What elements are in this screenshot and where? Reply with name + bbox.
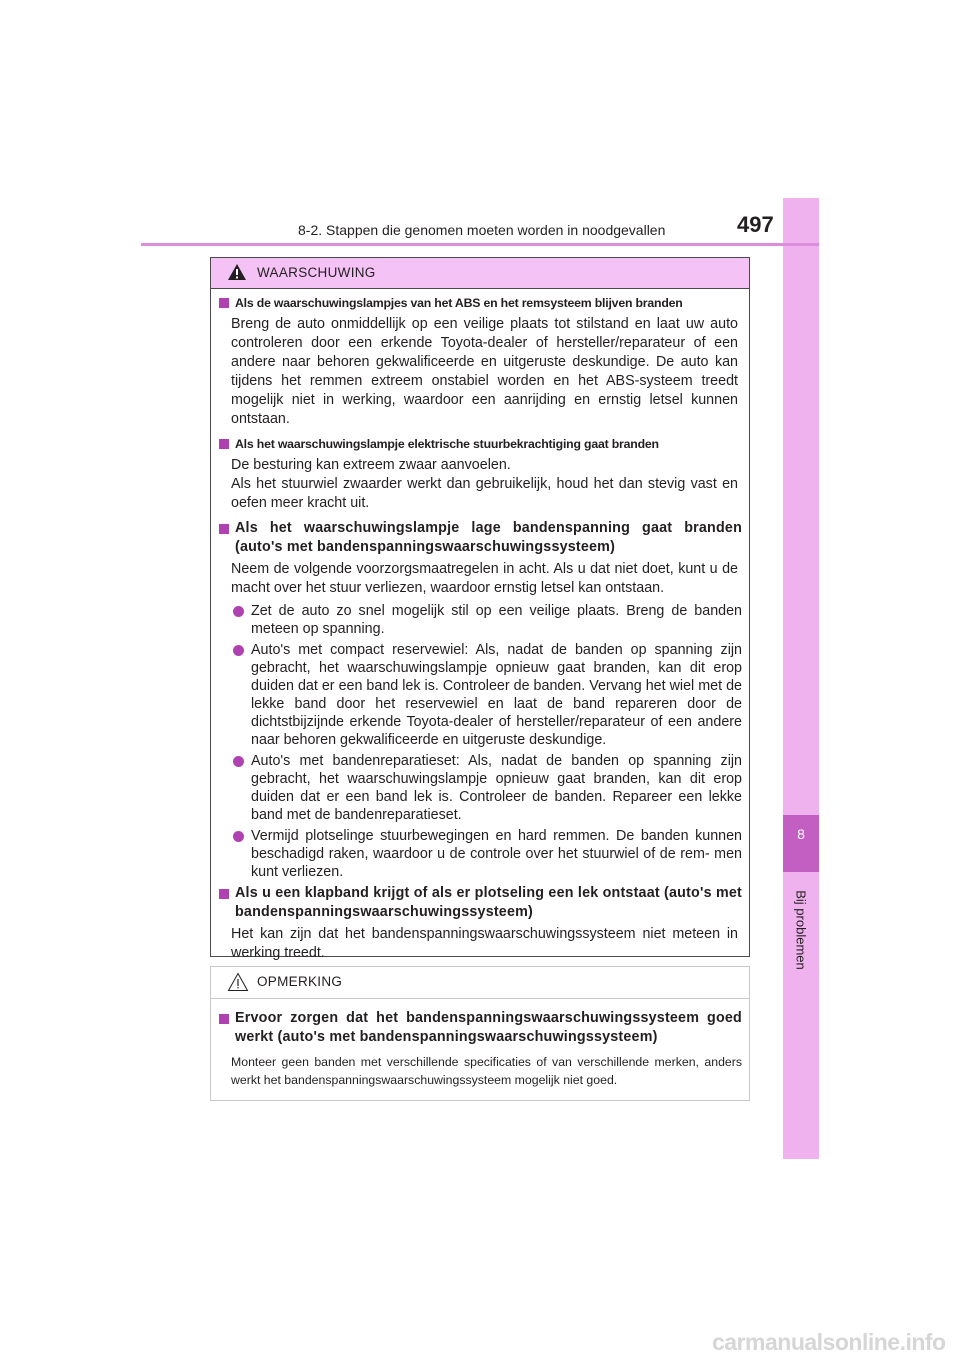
chapter-side-tab: [783, 198, 819, 1159]
bullet-item: Auto's met bandenreparatieset: Als, nadat de banden op spanning zijn gebracht, het waarschuwingslampje opnieuw gaat branden, kan dit erop duiden dat er een band lek is. Controleer de banden. Repareer een lekke band met de bandenreparatieset.: [219, 752, 742, 824]
warning-body-abs: Breng de auto onmiddellijk op een veilige plaats tot stilstand en laat uw auto controleren door een erkende Toyota-dealer of hersteller/reparateur of een andere naar behoren gekwalificeerde en uitgeruste deskundige. De auto kan tijdens het remmen extreem onstabiel worden en het ABS-systeem treedt mogelijk niet in werking, waardoor een aanrijding en ernstig letsel kunnen ontstaan.: [231, 316, 738, 427]
warning-content: [219, 294, 742, 963]
warning-body-blowout: Het kan zijn dat het bandenspanningswaarschuwingssysteem niet meteen in werking treedt.: [231, 926, 738, 961]
page-number: 497: [737, 212, 774, 237]
bullet-icon: [233, 606, 244, 617]
warning-triangle-icon: [227, 263, 247, 281]
warning-body-eps: De besturing kan extreem zwaar aanvoelen. Als het stuurwiel zwaarder werkt dan gebruikelijk, houd het dan stevig vast en oefen meer kracht uit.: [231, 457, 738, 511]
note-content: [219, 1009, 742, 1089]
caution-outline-triangle-icon: [227, 972, 249, 992]
warning-heading-eps: Als het waarschuwingslampje elektrische stuurbekrachtiging gaat branden: [219, 435, 742, 453]
note-header: [211, 967, 749, 999]
warning-heading-tpws: Als het waarschuwingslampje lage bandenspanning gaat branden (auto's met bandenspanningswaarschuwingssysteem): [219, 519, 742, 557]
watermark: [712, 1325, 960, 1358]
note-label: OPMERKING: [257, 974, 343, 989]
chapter-title: Bij problemen: [793, 890, 809, 970]
warning-box: [210, 257, 750, 961]
warning-heading-blowout: Als u een klapband krijgt of als er plotseling een lek ontstaat (auto's met bandenspanningswaarschuwingssysteem): [219, 884, 742, 922]
section-title: 8-2. Stappen die genomen moeten worden in noodgevallen: [298, 222, 666, 238]
bullet-item: Zet de auto zo snel mogelijk stil op een veilige plaats. Breng de banden meteen op spanning.: [219, 602, 742, 638]
chapter-number: 8: [797, 826, 805, 842]
bullet-icon: [233, 831, 244, 842]
bullet-icon: [233, 645, 244, 656]
warning-body-tpws: Neem de volgende voorzorgsmaatregelen in acht. Als u dat niet doet, kunt u de macht over het stuur verliezen, waardoor ernstig letsel kan ontstaan.: [231, 561, 738, 596]
header-rule: [141, 243, 819, 246]
chapter-number-block: [783, 815, 819, 872]
bullet-item: Auto's met compact reservewiel: Als, nadat de banden op spanning zijn gebracht, het waarschuwingslampje opnieuw gaat branden, kan dit erop duiden dat er een band lek is. Controleer de banden. Vervang het wiel met de lekke band door het reservewiel en laat de band repareren door de dichtstbijzijnde erkende Toyota-dealer of hersteller/reparateur of een andere naar behoren gekwalificeerde en uitgeruste deskundige.: [219, 641, 742, 749]
warning-label: WAARSCHUWING: [257, 265, 376, 280]
note-body: Monteer geen banden met verschillende specificaties of van verschillende merken, anders werkt het bandenspanningswaarschuwingssysteem mogelijk niet goed.: [231, 1055, 742, 1087]
watermark-text: carmanualsonline.info: [712, 1329, 946, 1355]
warning-heading-abs: Als de waarschuwingslampjes van het ABS en het remsysteem blijven branden: [219, 294, 742, 312]
warning-header: [211, 258, 749, 289]
bullet-item: Vermijd plotselinge stuurbewegingen en hard remmen. De banden kunnen beschadigd raken, waardoor u de controle over het stuurwiel of de rem- men kunt verliezen.: [219, 827, 742, 881]
bullet-icon: [233, 756, 244, 767]
note-box: [210, 966, 750, 1101]
note-heading: Ervoor zorgen dat het bandenspanningswaarschuwingssysteem goed werkt (auto's met bandenspanningswaarschuwingssysteem): [219, 1009, 742, 1047]
